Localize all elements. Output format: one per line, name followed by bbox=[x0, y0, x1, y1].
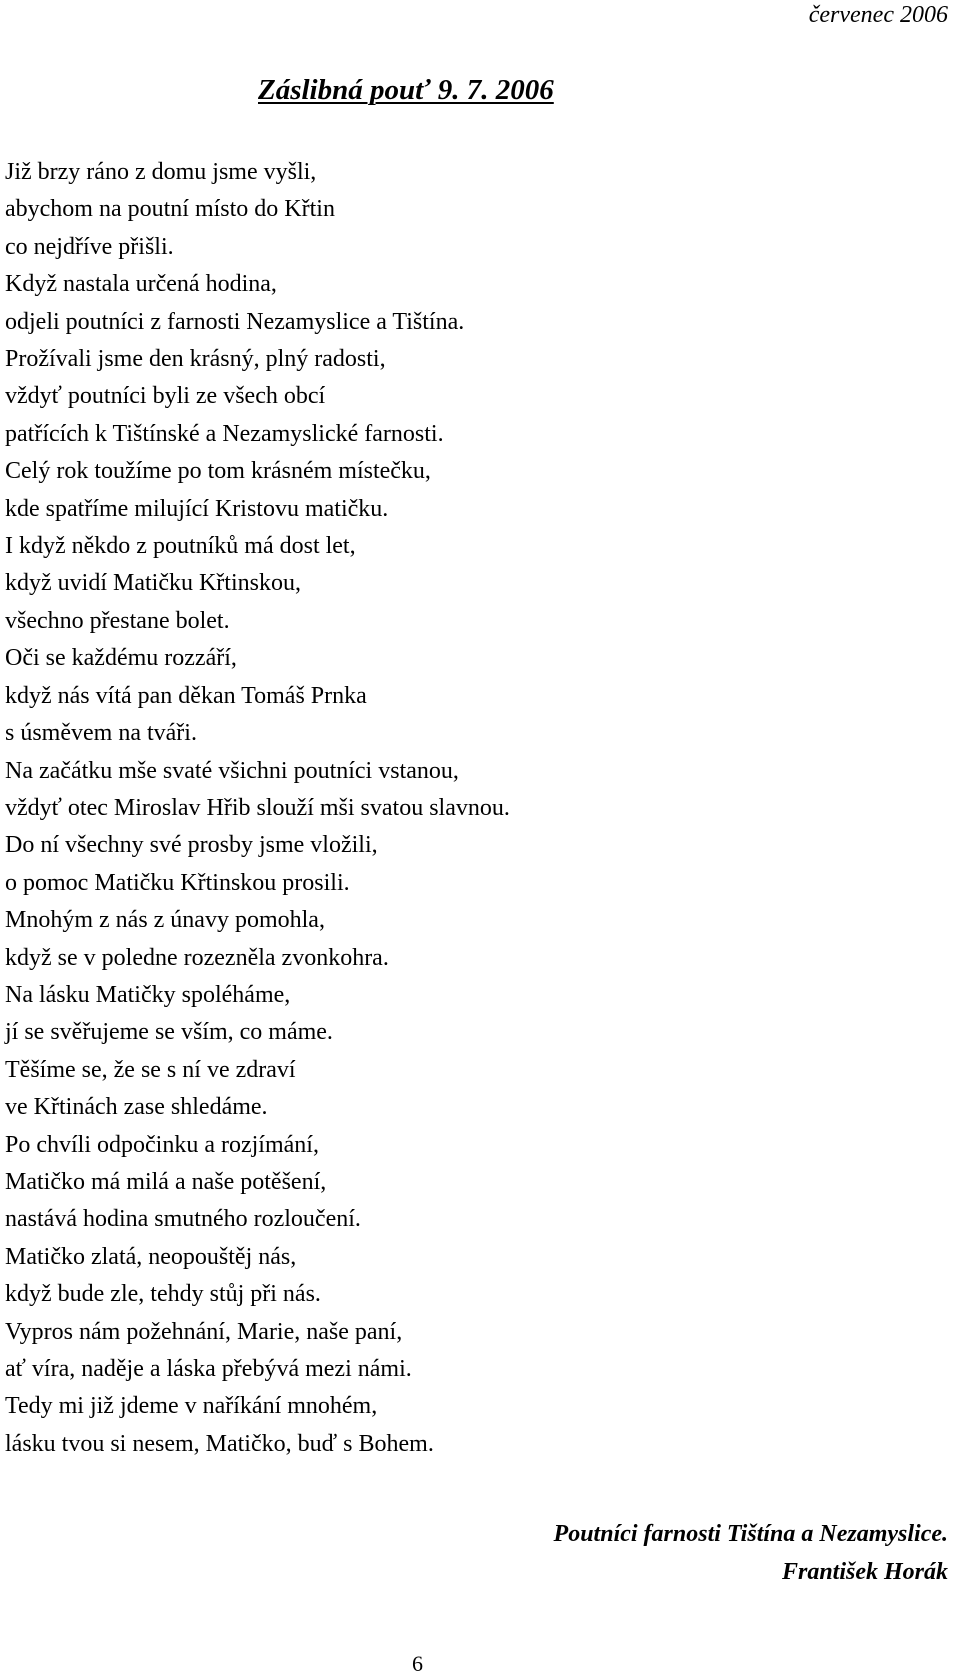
poem-line: když nás vítá pan děkan Tomáš Prnka bbox=[5, 682, 367, 709]
signature-author: František Horák bbox=[781, 1559, 948, 1585]
signature-group: Poutníci farnosti Tištína a Nezamyslice. bbox=[553, 1521, 948, 1547]
poem-line: Mnohým z nás z únavy pomohla, bbox=[5, 907, 325, 934]
poem-line: Do ní všechny své prosby jsme vložili, bbox=[5, 832, 378, 859]
poem-line: Matičko má milá a naše potěšení, bbox=[5, 1168, 327, 1195]
poem-line: Vypros nám požehnání, Marie, naše paní, bbox=[5, 1318, 403, 1345]
poem-line: co nejdříve přišli. bbox=[5, 233, 174, 260]
poem-line: Na lásku Matičky spoléháme, bbox=[5, 981, 291, 1008]
poem-line: Matičko zlatá, neopouštěj nás, bbox=[5, 1243, 297, 1270]
poem-line: vždyť otec Miroslav Hřib slouží mši svatou slavnou. bbox=[5, 794, 510, 821]
poem-line: Již brzy ráno z domu jsme vyšli, bbox=[5, 159, 317, 185]
poem-line: I když někdo z poutníků má dost let, bbox=[5, 533, 356, 560]
poem-line: Prožívali jsme den krásný, plný radosti, bbox=[5, 346, 386, 373]
poem-line: abychom na poutní místo do Křtin bbox=[5, 196, 335, 223]
poem-line: když uvidí Matičku Křtinskou, bbox=[5, 570, 301, 597]
poem-line: Oči se každému rozzáří, bbox=[5, 645, 237, 672]
poem-line: Celý rok toužíme po tom krásném místečku, bbox=[5, 458, 431, 485]
poem-line: Na začátku mše svaté všichni poutníci vstanou, bbox=[5, 757, 459, 784]
poem-line: lásku tvou si nesem, Matičko, buď s Bohem. bbox=[5, 1430, 434, 1457]
poem-line: odjeli poutníci z farnosti Nezamyslice a Tištína. bbox=[5, 308, 465, 335]
poem-line: když se v poledne rozezněla zvonkohra. bbox=[5, 944, 389, 971]
poem-line: ať víra, naděje a láska přebývá mezi námi. bbox=[5, 1356, 412, 1382]
poem-line: Těšíme se, že se s ní ve zdraví bbox=[5, 1056, 296, 1083]
poem-line: nastává hodina smutného rozloučení. bbox=[5, 1206, 361, 1233]
poem-line: Po chvíli odpočinku a rozjímání, bbox=[5, 1131, 319, 1158]
poem-line: vždyť poutníci byli ze všech obcí bbox=[5, 383, 326, 410]
poem bbox=[5, 154, 510, 1463]
signature bbox=[554, 1515, 948, 1591]
poem-line: kde spatříme milující Kristovu matičku. bbox=[5, 495, 389, 522]
poem-line: všechno přestane bolet. bbox=[5, 607, 230, 634]
poem-line: o pomoc Matičku Křtinskou prosili. bbox=[5, 869, 350, 896]
header-date: červenec 2006 bbox=[808, 2, 948, 28]
page-title: Záslibná pouť 9. 7. 2006 bbox=[258, 74, 554, 106]
page-number: 6 bbox=[412, 1651, 423, 1676]
poem-line: jí se svěřujeme se vším, co máme. bbox=[5, 1019, 333, 1046]
poem-line: patřících k Tištínské a Nezamyslické farnosti. bbox=[5, 420, 444, 447]
poem-line: ve Křtinách zase shledáme. bbox=[5, 1094, 268, 1121]
poem-line: s úsměvem na tváři. bbox=[5, 720, 197, 747]
poem-line: když bude zle, tehdy stůj při nás. bbox=[5, 1281, 321, 1308]
poem-line: Tedy mi již jdeme v naříkání mnohém, bbox=[5, 1393, 378, 1420]
poem-line: Když nastala určená hodina, bbox=[5, 271, 277, 298]
